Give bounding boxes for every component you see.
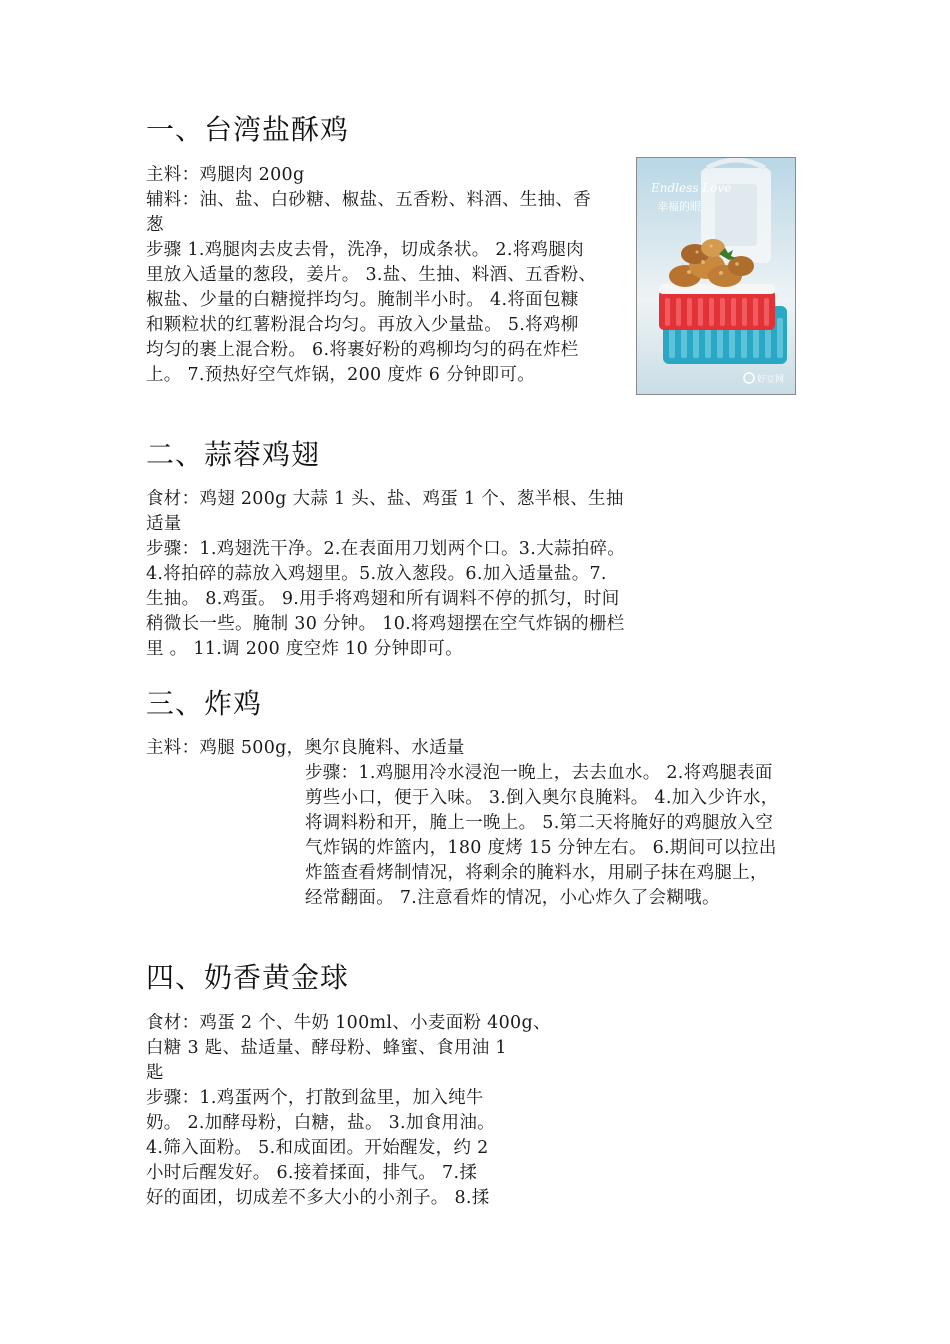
- text-line: 好的面团，切成差不多大小的小剂子。 8.揉: [146, 1188, 490, 1208]
- text-line: 经常翻面。 7.注意看炸的情况，小心炸久了会糊哦。: [305, 888, 720, 908]
- watermark-icon: [744, 373, 754, 383]
- text-line: 步骤 1.鸡腿肉去皮去骨，洗净，切成条状。 2.将鸡腿肉: [146, 240, 584, 260]
- text-line: 稍微长一些。腌制 30 分钟。 10.将鸡翅摆在空气炸锅的栅栏: [146, 614, 625, 634]
- section-title-fried-chicken: 三、炸鸡: [146, 687, 263, 720]
- section-body-2: [146, 487, 666, 662]
- text-line: 葱: [146, 215, 164, 235]
- section-title-taiwan-salt-crispy-chicken: 一、台湾盐酥鸡: [146, 113, 350, 146]
- text-line: 和颗粒状的红薯粉混合均匀。再放入少量盐。 5.将鸡柳: [146, 315, 579, 335]
- text-line: 炸篮查看烤制情况，将剩余的腌料水，用刷子抹在鸡腿上，: [305, 863, 768, 883]
- text-line: 奶。 2.加酵母粉，白糖，盐。 3.加食用油。: [146, 1113, 495, 1133]
- text-line: 椒盐、少量的白糖搅拌均匀。腌制半小时。 4.将面包糠: [146, 290, 579, 310]
- text-line: 步骤：1.鸡翅洗干净。2.在表面用刀划两个口。3.大蒜拍碎。: [146, 539, 626, 559]
- text-line: 白糖 3 匙、盐适量、酵母粉、蜂蜜、食用油 1: [146, 1038, 507, 1058]
- watermark-text: 好豆网: [757, 375, 785, 385]
- section-body-3-steps: [305, 761, 815, 911]
- text-line: 4.筛入面粉。 5.和成面团。开始醒发，约 2: [146, 1138, 489, 1158]
- text-line: 辅料：油、盐、白砂糖、椒盐、五香粉、料酒、生抽、香: [146, 190, 591, 210]
- text-line: 步骤：1.鸡腿用冷水浸泡一晚上，去去血水。 2.将鸡腿表面: [305, 763, 773, 783]
- overlay-script-text: Endless Love: [651, 181, 732, 195]
- text-line: 食材：鸡翅 200g 大蒜 1 头、盐、鸡蛋 1 个、葱半根、生抽: [146, 489, 624, 509]
- section-body-3-ingredients: [146, 736, 646, 761]
- section-title-milky-golden-balls: 四、奶香黄金球: [146, 961, 350, 994]
- text-line: 食材：鸡蛋 2 个、牛奶 100ml、小麦面粉 400g、: [146, 1013, 551, 1033]
- text-line: 将调料粉和开，腌上一晚上。 5.第二天将腌好的鸡腿放入空: [305, 813, 774, 833]
- text-line: 主料：鸡腿 500g，奥尔良腌料、水适量: [146, 738, 465, 758]
- text-line: 步骤：1.鸡蛋两个，打散到盆里，加入纯牛: [146, 1088, 484, 1108]
- text-line: 均匀的裹上混合粉。 6.将裹好粉的鸡柳均匀的码在炸栏: [146, 340, 579, 360]
- text-line: 4.将拍碎的蒜放入鸡翅里。5.放入葱段。6.加入适量盐。7.: [146, 564, 607, 584]
- text-line: 剪些小口，便于入味。 3.倒入奥尔良腌料。 4.加入少许水，: [305, 788, 779, 808]
- text-line: 匙: [146, 1063, 164, 1083]
- text-line: 上。 7.预热好空气炸锅，200 度炸 6 分钟即可。: [146, 365, 536, 385]
- text-line: 生抽。 8.鸡蛋。 9.用手将鸡翅和所有调料不停的抓匀，时间: [146, 589, 620, 609]
- section-body-4: [146, 1011, 551, 1211]
- section-title-garlic-chicken-wings: 二、蒜蓉鸡翅: [146, 438, 321, 471]
- text-line: 里 。 11.调 200 度空炸 10 分钟即可。: [146, 639, 463, 659]
- text-line: 里放入适量的葱段，姜片。 3.盐、生抽、料酒、五香粉、: [146, 265, 597, 285]
- text-line: 适量: [146, 514, 182, 534]
- text-line: 气炸锅的炸篮内，180 度烤 15 分钟左右。 6.期间可以拉出: [305, 838, 777, 858]
- overlay-caption-text: 幸福的眼: [657, 200, 701, 213]
- text-line: 小时后醒发好。 6.接着揉面，排气。 7.揉: [146, 1163, 478, 1183]
- fried-chicken-photo: [636, 157, 796, 395]
- section-body-1: [146, 163, 626, 388]
- photo-illustration: [637, 158, 795, 394]
- text-line: 主料：鸡腿肉 200g: [146, 165, 305, 185]
